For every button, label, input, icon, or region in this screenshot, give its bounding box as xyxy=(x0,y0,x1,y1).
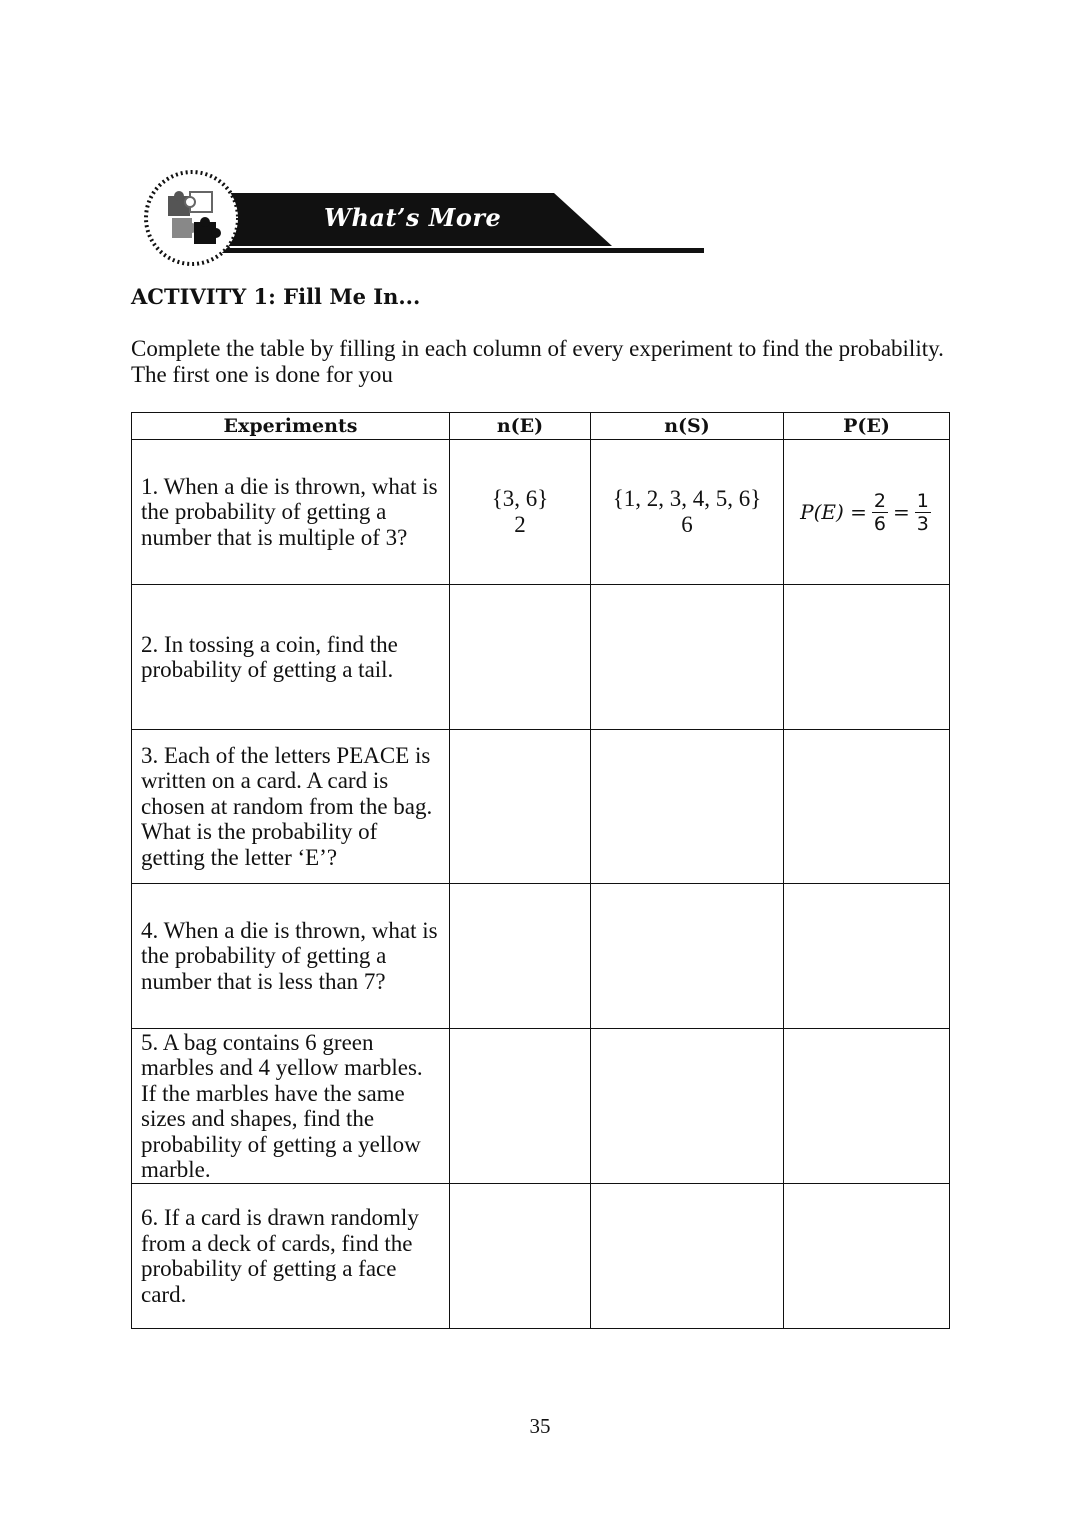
fraction-two-sixths xyxy=(872,490,888,535)
column-header-pE: P(E) xyxy=(784,413,950,440)
nE-answer-cell[interactable] xyxy=(450,1184,591,1329)
column-header-experiments: Experiments xyxy=(132,413,450,440)
pE-answer-cell[interactable] xyxy=(784,1029,950,1184)
equals-sign: = xyxy=(893,500,910,524)
fraction-denominator: 6 xyxy=(873,512,886,535)
nS-answer-cell[interactable] xyxy=(591,884,784,1029)
column-header-nS: n(S) xyxy=(591,413,784,440)
nS-answer-cell[interactable] xyxy=(591,1029,784,1184)
nE-answer-cell[interactable] xyxy=(450,730,591,884)
table-row xyxy=(132,585,950,730)
experiment-cell: 3. Each of the letters PEACE is written on a card. A card is chosen at random from the bag. What is the probability of getting the letter ‘E’? xyxy=(132,730,450,884)
experiment-cell: 1. When a die is thrown, what is the probability of getting a number that is multiple of 3? xyxy=(132,440,450,585)
nS-set: {1, 2, 3, 4, 5, 6} xyxy=(612,486,762,511)
experiment-cell: 6. If a card is drawn randomly from a deck of cards, find the probability of getting a face card. xyxy=(132,1184,450,1329)
pE-answer-cell[interactable] xyxy=(784,884,950,1029)
activity-title: ACTIVITY 1: Fill Me In... xyxy=(131,284,421,309)
fraction-numerator: 1 xyxy=(916,489,929,512)
table-header-row xyxy=(132,413,950,440)
nE-count: 2 xyxy=(514,512,526,537)
table-row xyxy=(132,1184,950,1329)
table-row xyxy=(132,884,950,1029)
table-row xyxy=(132,730,950,884)
nS-answer-cell xyxy=(591,440,784,585)
probability-formula xyxy=(800,490,933,535)
nS-answer-cell[interactable] xyxy=(591,1184,784,1329)
nS-answer-cell[interactable] xyxy=(591,585,784,730)
fraction-numerator: 2 xyxy=(873,489,886,512)
fraction-denominator: 3 xyxy=(916,512,929,535)
experiment-cell: 4. When a die is thrown, what is the probability of getting a number that is less than 7? xyxy=(132,884,450,1029)
pE-answer-cell[interactable] xyxy=(784,730,950,884)
pE-answer-cell[interactable] xyxy=(784,585,950,730)
table-row xyxy=(132,440,950,585)
nS-count: 6 xyxy=(681,512,693,537)
nE-answer-cell[interactable] xyxy=(450,884,591,1029)
fraction-one-third xyxy=(915,490,931,535)
experiment-cell: 2. In tossing a coin, find the probability of getting a tail. xyxy=(132,585,450,730)
page-number: 35 xyxy=(529,1414,551,1438)
pE-answer-cell[interactable] xyxy=(784,1184,950,1329)
column-header-nE: n(E) xyxy=(450,413,591,440)
experiment-cell: 5. A bag contains 6 green marbles and 4 yellow marbles. If the marbles have the same sizes and shapes, find the probability of getting a yellow marble. xyxy=(132,1029,450,1184)
nE-answer-cell[interactable] xyxy=(450,585,591,730)
nS-answer-cell[interactable] xyxy=(591,730,784,884)
nE-set: {3, 6} xyxy=(491,486,549,511)
probability-table xyxy=(131,412,950,1329)
nE-answer-cell xyxy=(450,440,591,585)
table-row xyxy=(132,1029,950,1184)
nE-answer-cell[interactable] xyxy=(450,1029,591,1184)
pE-answer-cell xyxy=(784,440,950,585)
section-title: What’s More xyxy=(324,203,502,232)
activity-instructions: Complete the table by filling in each column of every experiment to find the probability. The first one is done for you xyxy=(131,336,944,387)
pE-label: P(E) = xyxy=(800,500,867,524)
